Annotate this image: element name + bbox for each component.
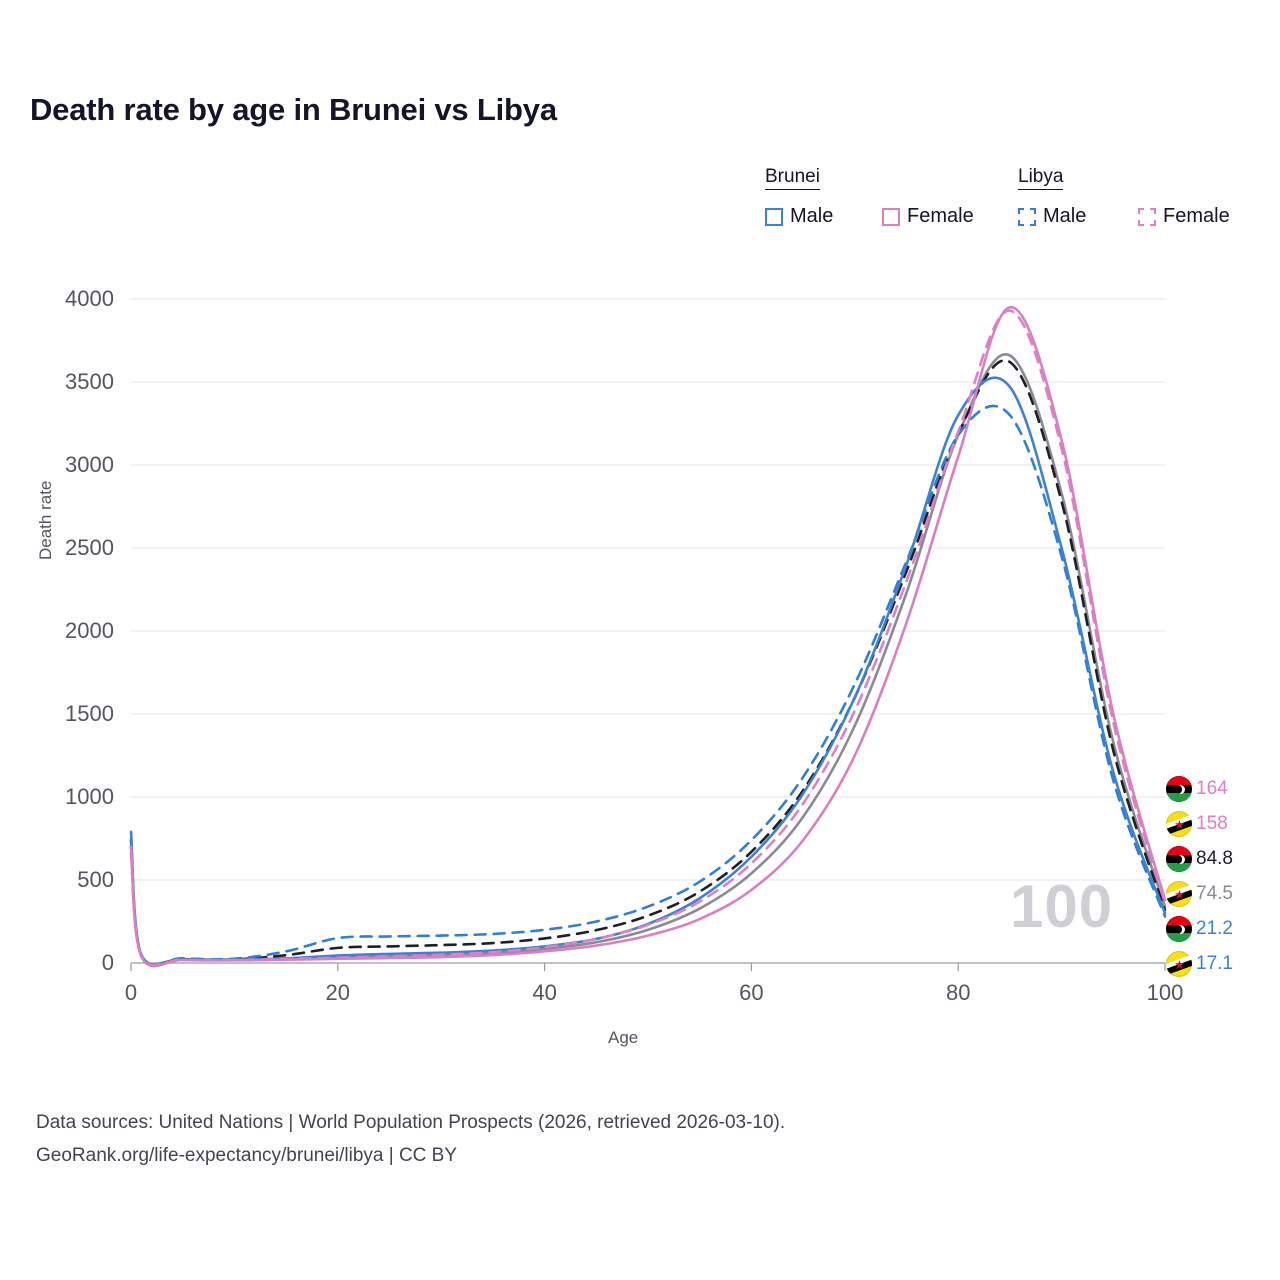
- legend-label: Female: [907, 205, 974, 227]
- end-label-row: [1166, 775, 1228, 803]
- y-tick-label: 1500: [65, 701, 114, 726]
- series-line-brunei-female: [131, 307, 1165, 965]
- x-tick-label: 60: [739, 980, 764, 1005]
- legend-group-libya: Libya: [1018, 166, 1063, 190]
- end-label-value: 158: [1196, 813, 1228, 834]
- end-label-value: 164: [1196, 778, 1228, 799]
- libya-flag-icon: [1166, 846, 1192, 872]
- legend-swatch-icon: [882, 208, 900, 226]
- y-tick-label: 2500: [65, 535, 114, 560]
- legend-item-libya-male[interactable]: [1018, 205, 1086, 228]
- brunei-flag-icon: [1166, 881, 1192, 907]
- end-label-value: 84.8: [1196, 848, 1233, 869]
- y-tick-label: 4000: [65, 286, 114, 311]
- x-tick-label: 80: [945, 980, 971, 1005]
- page-title: Death rate by age in Brunei vs Libya: [30, 92, 557, 127]
- libya-flag-icon: [1166, 776, 1192, 802]
- x-tick-label: 40: [532, 980, 557, 1005]
- end-label-row: [1166, 950, 1233, 978]
- x-tick-label: 0: [124, 980, 138, 1005]
- libya-flag-icon: [1166, 916, 1192, 942]
- legend-label: Male: [790, 205, 834, 227]
- legend-swatch-icon: [765, 208, 783, 226]
- legend-label: Female: [1163, 205, 1230, 227]
- y-tick-label: 500: [77, 867, 114, 892]
- footer-note: [36, 1106, 785, 1173]
- legend-swatch-icon: [1138, 208, 1156, 226]
- end-label-value: 21.2: [1196, 918, 1233, 939]
- brunei-flag-icon: [1166, 951, 1192, 977]
- legend-item-libya-female[interactable]: [1138, 205, 1230, 228]
- legend-item-brunei-male[interactable]: [765, 205, 833, 228]
- brunei-flag-icon: [1166, 811, 1192, 837]
- crescent-icon: [1173, 785, 1182, 794]
- y-tick-label: 0: [101, 950, 114, 975]
- series-line-libya-female: [131, 311, 1165, 965]
- legend-label: Male: [1043, 205, 1087, 227]
- y-tick-label: 3500: [65, 369, 114, 394]
- x-tick-label: 100: [1146, 980, 1184, 1005]
- end-label-row: [1166, 810, 1228, 838]
- legend-group-brunei: Brunei: [765, 166, 820, 190]
- y-tick-label: 2000: [65, 618, 114, 643]
- watermark-text: 100: [1010, 873, 1114, 940]
- end-label-value: 17.1: [1196, 953, 1233, 974]
- y-tick-label: 1000: [65, 784, 114, 809]
- crescent-icon: [1173, 925, 1182, 934]
- end-label-row: [1166, 845, 1233, 873]
- legend-item-brunei-female[interactable]: [882, 205, 974, 228]
- y-axis-title: Death rate: [36, 480, 55, 560]
- crescent-icon: [1173, 855, 1182, 864]
- footer-line-1: Data sources: United Nations | World Population Prospects (2026, retrieved 2026-03-10).: [36, 1112, 786, 1133]
- x-tick-label: 20: [325, 980, 351, 1005]
- end-label-value: 74.5: [1196, 883, 1233, 904]
- x-axis-title: Age: [608, 1028, 639, 1047]
- chart-legend: [760, 160, 1260, 250]
- end-label-row: [1166, 915, 1233, 943]
- legend-swatch-icon: [1018, 208, 1036, 226]
- footer-line-2: GeoRank.org/life-expectancy/brunei/libya | CC BY: [36, 1145, 458, 1167]
- end-label-row: [1166, 880, 1233, 908]
- y-tick-label: 3000: [65, 452, 114, 477]
